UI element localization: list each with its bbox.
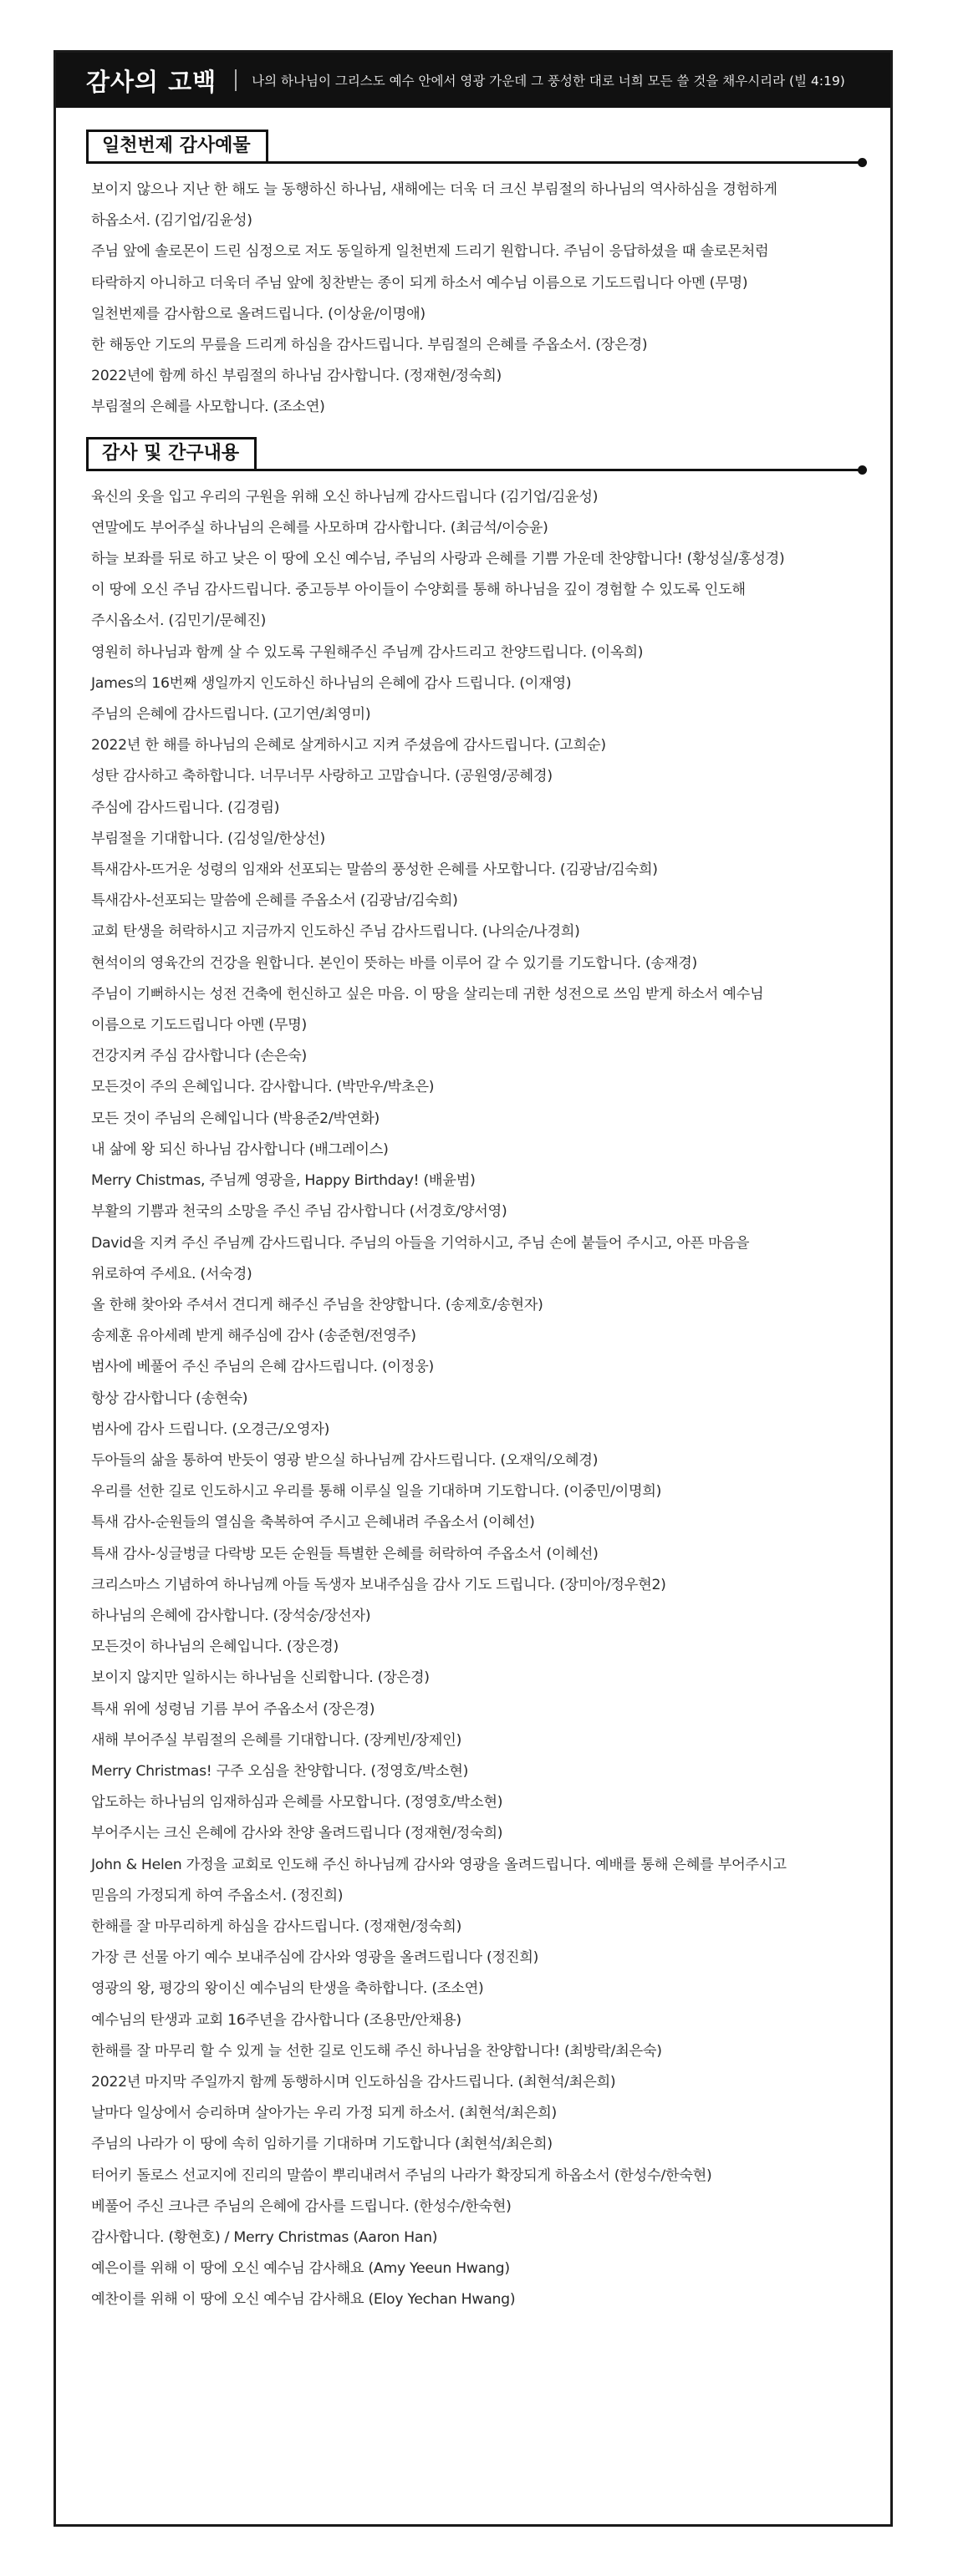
entry-line: 특새감사-뜨거운 성령의 임재와 선포되는 말씀의 풍성한 은혜를 사모합니다. (김광남/김숙희) <box>91 861 658 879</box>
entry-line: 주심에 감사드립니다. (김경림) <box>91 799 280 816</box>
entry-line: 주님 앞에 솔로몬이 드린 심정으로 저도 동일하게 일천번제 드리기 원합니다. 주님이 응답하셨을 때 솔로몬처럼 <box>91 243 769 261</box>
entry-line: 한해를 잘 마무리하게 하심을 감사드립니다. (정재현/정숙희) <box>91 1918 462 1935</box>
entry-line: 하나님의 은혜에 감사합니다. (장석숭/장선자) <box>91 1607 371 1624</box>
entry-list <box>86 482 867 2316</box>
section-offering <box>86 126 867 424</box>
entry-line: 우리를 선한 길로 인도하시고 우리를 통해 이루실 일을 기대하며 기도합니다. (이중민/이명희) <box>91 1483 662 1501</box>
entry-line: 주님의 나라가 이 땅에 속히 임하기를 기대하며 기도합니다 (최현석/최은희) <box>91 2136 553 2153</box>
entry-line: 부어주시는 크신 은혜에 감사와 찬양 올려드립니다 (정재현/정숙희) <box>91 1825 503 1842</box>
entry-line: 내 삶에 왕 되신 하나님 감사합니다 (배그레이스) <box>91 1141 389 1158</box>
entry-line: 믿음의 가정되게 하여 주옵소서. (정진희) <box>91 1887 344 1904</box>
entry-line: 하늘 보좌를 뒤로 하고 낮은 이 땅에 오신 예수님, 주님의 사랑과 은혜를 기쁨 가운데 찬양합니다! (황성실/홍성경) <box>91 551 785 568</box>
entry-line: 범사에 감사 드립니다. (오경근/오영자) <box>91 1420 330 1438</box>
entry-line: 2022년 한 해를 하나님의 은혜로 살게하시고 지켜 주셨음에 감사드립니다. (고희순) <box>91 737 606 755</box>
entry-line: 예은이를 위해 이 땅에 오신 예수님 감사해요 (Amy Yeeun Hwang) <box>91 2260 510 2278</box>
entry-line: 보이지 않지만 일하시는 하나님을 신뢰합니다. (장은경) <box>91 1669 430 1687</box>
entry-line: 2022년에 함께 하신 부림절의 하나님 감사합니다. (정재현/정숙희) <box>91 368 502 385</box>
entry-list <box>86 175 867 424</box>
entry-line: 특새감사-선포되는 말씀에 은혜를 주옵소서 (김광남/김숙희) <box>91 892 458 910</box>
entry-line: 주님이 기뻐하시는 성전 건축에 헌신하고 싶은 마음. 이 땅을 살리는데 귀한 성전으로 쓰임 받게 하소서 예수님 <box>91 985 764 1003</box>
entry-line: David을 지켜 주신 주님께 감사드립니다. 주님의 아들을 기억하시고, 주님 손에 붙들어 주시고, 아픈 마음을 <box>91 1234 750 1252</box>
header-verse: 나의 하나님이 그리스도 예수 안에서 영광 가운데 그 풍성한 대로 너희 모든 쓸 것을 채우시리라 (빌 4:19) <box>252 74 845 89</box>
page-title: 감사의 고백 <box>86 67 217 96</box>
entry-line: 이름으로 기도드립니다 아멘 (무명) <box>91 1017 307 1034</box>
entry-line: 예찬이를 위해 이 땅에 오신 예수님 감사해요 (Eloy Yechan Hwang) <box>91 2291 516 2309</box>
section-header <box>86 434 867 477</box>
entry-line: 모든것이 하나님의 은혜입니다. (장은경) <box>91 1639 339 1656</box>
entry-line: 한해를 잘 마무리 할 수 있게 늘 선한 길로 인도해 주신 하나님을 찬양합니다! (최방락/최은숙) <box>91 2042 662 2060</box>
entry-line: 건강지켜 주심 감사합니다 (손은숙) <box>91 1048 307 1065</box>
entry-line: 한 해동안 기도의 무릎을 드리게 하심을 감사드립니다. 부림절의 은혜를 주옵소서. (장은경) <box>91 337 648 354</box>
entry-line: 특새 감사-싱글벙글 다락방 모든 순원들 특별한 은혜를 허락하여 주옵소서 (이혜선) <box>91 1545 599 1562</box>
entry-line: 감사합니다. (황현호) / Merry Christmas (Aaron Han) <box>91 2229 438 2246</box>
entry-line: 예수님의 탄생과 교회 16주년을 감사합니다 (조용만/안채용) <box>91 2011 461 2029</box>
section-header <box>86 126 867 170</box>
entry-line: 위로하여 주세요. (서숙경) <box>91 1265 252 1283</box>
entry-line: 올 한해 찾아와 주셔서 견디게 해주신 주님을 찬양합니다. (송제호/송현자) <box>91 1296 543 1313</box>
entry-line: 특새 감사-순원들의 열심을 축복하여 주시고 은혜내려 주옵소서 (이혜선) <box>91 1514 535 1532</box>
entry-line: 현석이의 영육간의 건강을 원합니다. 본인이 뜻하는 바를 이루어 갈 수 있기를 기도합니다. (송재경) <box>91 954 697 972</box>
entry-line: James의 16번째 생일까지 인도하신 하나님의 은혜에 감사 드립니다. (이재영) <box>91 674 572 692</box>
section-rule-dot <box>858 465 867 475</box>
entry-line: John & Helen 가정을 교회로 인도해 주신 하나님께 감사와 영광을 올려드립니다. 예배를 통해 은혜를 부어주시고 <box>91 1856 787 1873</box>
entry-line: 성탄 감사하고 축하합니다. 너무너무 사랑하고 고맙습니다. (공원영/공혜경) <box>91 768 553 785</box>
section-rule <box>86 161 862 164</box>
section-rule <box>86 469 862 471</box>
entry-line: 영원히 하나님과 함께 살 수 있도록 구원해주신 주님께 감사드리고 찬양드립니다. (이옥희) <box>91 643 644 661</box>
entry-line: 날마다 일상에서 승리하며 살아가는 우리 가정 되게 하소서. (최현석/최은희) <box>91 2105 557 2122</box>
entry-line: 두아들의 삶을 통하여 반듯이 영광 받으실 하나님께 감사드립니다. (오재익/오혜경) <box>91 1451 599 1469</box>
entry-line: 가장 큰 선물 아기 예수 보내주심에 감사와 영광을 올려드립니다 (정진희) <box>91 1949 539 1967</box>
entry-line: 압도하는 하나님의 임재하심과 은혜를 사모합니다. (정영호/박소현) <box>91 1794 503 1811</box>
section-thanks <box>86 434 867 2316</box>
entry-line: 모든 것이 주님의 은혜입니다 (박용준2/박연화) <box>91 1110 380 1127</box>
entry-line: 보이지 않으나 지난 한 해도 늘 동행하신 하나님, 새해에는 더욱 더 크신 부림절의 하나님의 역사하심을 경험하게 <box>91 181 777 198</box>
entry-line: 하옵소서. (김기업/김윤성) <box>91 212 252 230</box>
entry-line: 일천번제를 감사함으로 올려드립니다. (이상윤/이명애) <box>91 305 426 323</box>
entry-line: 특새 위에 성령님 기름 부어 주옵소서 (장은경) <box>91 1700 375 1718</box>
entry-line: 2022년 마지막 주일까지 함께 동행하시며 인도하심을 감사드립니다. (최현석/최은희) <box>91 2073 616 2091</box>
entry-line: 송제훈 유아세례 받게 해주심에 감사 (송준현/전영주) <box>91 1328 416 1345</box>
section-title: 일천번제 감사예물 <box>86 130 268 161</box>
entry-line: 항상 감사합니다 (송현숙) <box>91 1390 248 1407</box>
header-bar <box>56 53 890 108</box>
entry-line: 범사에 베풀어 주신 주님의 은혜 감사드립니다. (이정웅) <box>91 1359 434 1376</box>
entry-line: 부림절의 은혜를 사모합니다. (조소연) <box>91 399 325 416</box>
entry-line: 모든것이 주의 은혜입니다. 감사합니다. (박만우/박초은) <box>91 1079 435 1096</box>
section-title: 감사 및 간구내용 <box>86 437 257 469</box>
section-rule-dot <box>858 158 867 167</box>
entry-line: 타락하지 아니하고 더욱더 주님 앞에 칭찬받는 종이 되게 하소서 예수님 이름으로 기도드립니다 아멘 (무명) <box>91 274 748 292</box>
entry-line: Merry Christmas! 구주 오심을 찬양합니다. (정영호/박소현) <box>91 1762 469 1780</box>
entry-line: 부림절을 기대합니다. (김성일/한상선) <box>91 830 325 847</box>
entry-line: 연말에도 부어주실 하나님의 은혜를 사모하며 감사합니다. (최금석/이승윤) <box>91 519 548 536</box>
entry-line: 크리스마스 기념하여 하나님께 아들 독생자 보내주심을 감사 기도 드립니다. (장미아/정우현2) <box>91 1576 666 1593</box>
entry-line: 베풀어 주신 크나큰 주님의 은혜에 감사를 드립니다. (한성수/한숙현) <box>91 2197 512 2215</box>
entry-line: 부활의 기쁨과 천국의 소망을 주신 주님 감사합니다 (서경호/양서영) <box>91 1203 507 1221</box>
entry-line: Merry Chistmas, 주님께 영광을, Happy Birthday! (배윤범) <box>91 1172 476 1190</box>
bulletin-frame <box>54 50 893 2527</box>
content-area <box>86 126 867 2316</box>
entry-line: 교회 탄생을 허락하시고 지금까지 인도하신 주님 감사드립니다. (나의순/나경희) <box>91 923 580 941</box>
entry-line: 터어키 돌로스 선교지에 진리의 말씀이 뿌리내려서 주님의 나라가 확장되게 하옵소서 (한성수/한숙현) <box>91 2167 712 2184</box>
entry-line: 새해 부어주실 부림절의 은혜를 기대합니다. (장케빈/장제인) <box>91 1731 462 1749</box>
header-divider <box>235 69 237 91</box>
entry-line: 주시옵소서. (김민기/문혜진) <box>91 612 267 630</box>
entry-line: 주님의 은혜에 감사드립니다. (고기연/최영미) <box>91 706 371 724</box>
entry-line: 육신의 옷을 입고 우리의 구원을 위해 오신 하나님께 감사드립니다 (김기업/김윤성) <box>91 488 599 506</box>
entry-line: 영광의 왕, 평강의 왕이신 예수님의 탄생을 축하합니다. (조소연) <box>91 1980 484 1998</box>
entry-line: 이 땅에 오신 주님 감사드립니다. 중고등부 아이들이 수양회를 통해 하나님을 깊이 경험할 수 있도록 인도해 <box>91 582 746 599</box>
